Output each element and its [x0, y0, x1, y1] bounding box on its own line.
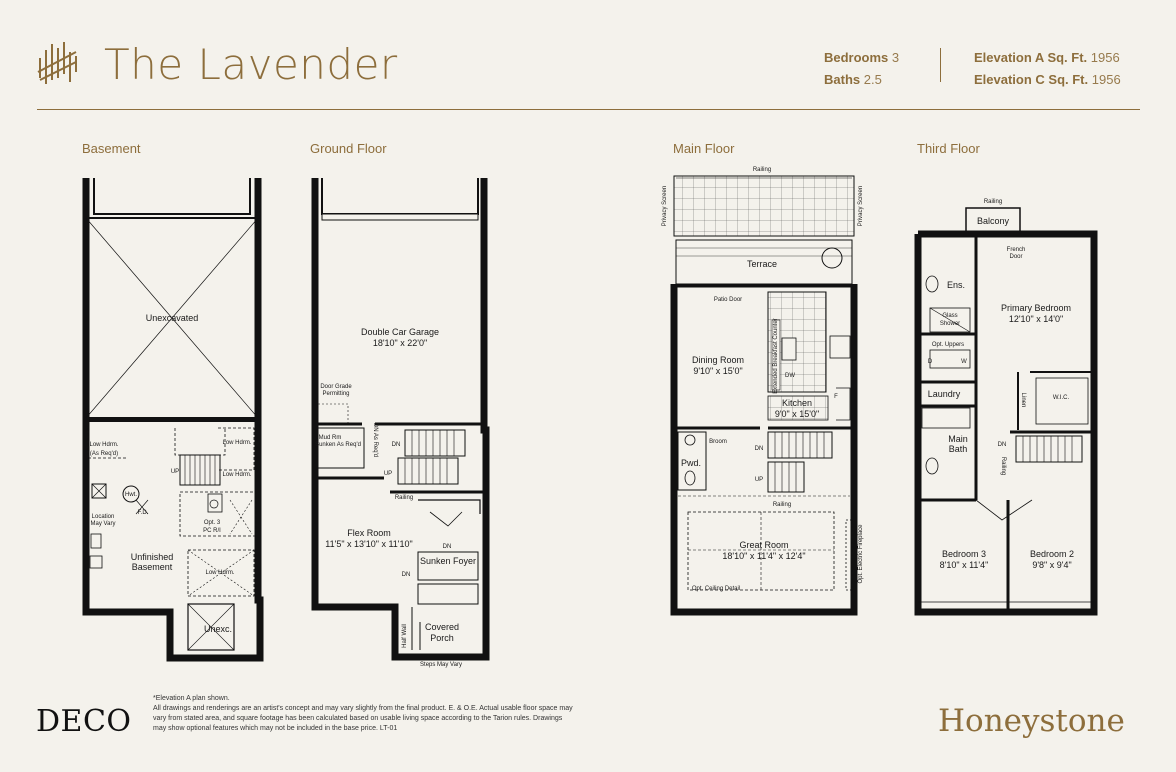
main-dn-label: DN: [754, 446, 764, 452]
privacy-screen-left-label: Privacy Screen: [662, 185, 668, 227]
steps-may-vary-label: Steps May Vary: [420, 662, 462, 668]
basement-opt3-label: Opt. 3: [203, 520, 221, 526]
basement-fd-label: F.D.: [137, 510, 149, 516]
elev-a-value: 1956: [1090, 50, 1120, 65]
basement-unexc-label: Unexc.: [203, 624, 233, 634]
main-bath-label: Main: [948, 434, 968, 444]
third-floor-labels: [928, 199, 1074, 570]
floor-label-third: Third Floor: [917, 141, 980, 156]
third-railing-label-2: Railing: [1000, 456, 1006, 476]
basement-low-hdrm-label-2: Low Hdrm.: [222, 440, 252, 446]
basement-hwt-label: Hwt.: [125, 492, 137, 498]
great-room-label: Great Room: [739, 540, 789, 550]
basement-up-label: UP: [170, 469, 180, 475]
covered-porch-label: Covered: [424, 622, 460, 632]
main-railing-label-2: Railing: [772, 502, 792, 508]
kitchen-label: Kitchen: [781, 398, 813, 408]
basement-unfinished-label: Unfinished: [130, 552, 174, 562]
mud-room-label: Mud Rm: [318, 435, 342, 441]
bedroom-3-label: Bedroom 3: [941, 549, 987, 559]
bedrooms-value: 3: [891, 50, 900, 65]
wic-label: W.I.C.: [1052, 395, 1070, 401]
linen-label: Linen: [1020, 392, 1026, 408]
bedrooms-label: Bedrooms: [824, 50, 889, 65]
basement-unexcavated-label: Unexcavated: [145, 313, 199, 323]
covered-porch-label-2: Porch: [430, 633, 454, 643]
ceiling-detail-label: Opt. Ceiling Detail: [691, 586, 741, 592]
patio-door-label: Patio Door: [713, 297, 743, 303]
dining-room-label: Dining Room: [691, 355, 745, 365]
basement-unfinished-label-2: Basement: [131, 562, 173, 572]
main-bath-label-2: Bath: [948, 444, 968, 454]
fireplace-label: Opt. Electric Fireplace: [858, 524, 864, 584]
bedroom-2-dim: 9'8" x 9'4": [1032, 560, 1072, 570]
basement-as-reqd-label: (As Req'd): [89, 451, 119, 457]
primary-bedroom-dim: 12'10" x 14'0": [1008, 314, 1064, 324]
basement-plan: [86, 178, 260, 658]
ground-up-label: UP: [383, 471, 393, 477]
mud-room-label-2: Sunken As Req'd: [315, 442, 361, 448]
basement-pc-ri-label: PC R/I: [203, 528, 221, 534]
baths-label: Baths: [824, 72, 861, 87]
ground-dn-label: DN: [391, 442, 401, 448]
basement-labels: [89, 313, 251, 634]
elevation-note: *Elevation A plan shown.: [153, 695, 230, 702]
baths-value: 2.5: [863, 72, 882, 87]
flex-room-label: Flex Room: [347, 528, 391, 538]
door-grade-label-2: Permitting: [322, 391, 350, 397]
ground-dn-label-2: DN: [442, 544, 452, 550]
french-door-label: French: [1006, 247, 1026, 253]
basement-low-hdrm-label: Low Hdrm.: [89, 442, 119, 448]
broom-label: Broom: [709, 439, 727, 445]
garage-dim: 18'10" x 22'0": [372, 338, 428, 348]
great-room-dim: 18'10" x 11'4" x 12'4": [722, 551, 806, 561]
basement-low-hdrm-label-3: Low Hdrm.: [222, 472, 252, 478]
half-wall-label: Half Wall: [402, 624, 408, 648]
floor-label-ground: Ground Floor: [310, 141, 387, 156]
glass-shower-label: Glass: [942, 313, 958, 319]
elev-a-label: Elevation A Sq. Ft.: [974, 50, 1088, 65]
glass-shower-label-2: Shower: [939, 321, 961, 327]
main-railing-label: Railing: [752, 167, 772, 173]
balcony-label: Balcony: [976, 216, 1010, 226]
kitchen-dim: 9'0" x 15'0": [774, 409, 820, 419]
sunken-foyer-label: Sunken Foyer: [419, 556, 477, 566]
breakfast-counter-label: Extended Breakfast Counter: [773, 318, 779, 394]
opt-uppers-label: Opt. Uppers: [931, 342, 965, 348]
basement-may-vary-label: May Vary: [90, 521, 116, 527]
elev-c-label: Elevation C Sq. Ft.: [974, 72, 1089, 87]
garage-label: Double Car Garage: [360, 327, 440, 337]
door-grade-label: Door Grade: [320, 384, 352, 390]
honeystone-logo: Honeystone: [938, 703, 1125, 739]
floor-label-main: Main Floor: [673, 141, 735, 156]
primary-bedroom-label: Primary Bedroom: [1000, 303, 1072, 313]
dining-room-dim: 9'10" x 15'0": [693, 366, 743, 376]
deco-logo: DECO: [36, 704, 132, 739]
bedroom-3-dim: 8'10" x 11'4": [939, 560, 989, 570]
terrace-label: Terrace: [746, 259, 778, 269]
basement-low-hdrm-label-4: Low Hdrm.: [205, 570, 235, 576]
ground-dn-label-3: DN: [401, 572, 411, 578]
laundry-label: Laundry: [927, 389, 961, 399]
disclaimer: [153, 694, 573, 734]
ground-floor-plan: [315, 178, 486, 657]
bedroom-2-label: Bedroom 2: [1029, 549, 1075, 559]
basement-location-label: Location: [91, 514, 115, 520]
dryer-label: D: [927, 359, 933, 365]
main-up-label: UP: [754, 477, 764, 483]
elev-c-value: 1956: [1091, 72, 1121, 87]
powder-room-label: Pwd.: [680, 458, 702, 468]
dn-as-req-label: DN As Req'd: [372, 422, 378, 458]
floor-label-basement: Basement: [82, 141, 141, 156]
third-railing-label: Railing: [983, 199, 1003, 205]
page-title: The Lavender: [104, 40, 398, 89]
ensuite-label: Ens.: [946, 280, 966, 290]
fridge-label: F: [834, 394, 838, 400]
third-dn-label: DN: [997, 442, 1007, 448]
flex-room-dim: 11'5" x 13'10" x 11'10": [325, 539, 413, 549]
privacy-screen-right-label: Privacy Screen: [858, 185, 864, 227]
dw-label: DW: [785, 373, 795, 379]
washer-label: W: [961, 359, 967, 365]
disclaimer-text: All drawings and renderings are an artist's concept and may vary slightly from the final product. E. & O.E. Actual usable floor space may vary from stated area, and square footage has been calculated based on usable living space according to the Tarion rules. Drawings may show optional features which may not be included in the base price. LT-01: [153, 705, 573, 732]
french-door-label-2: Door: [1009, 254, 1023, 260]
ground-railing-label: Railing: [394, 495, 414, 501]
